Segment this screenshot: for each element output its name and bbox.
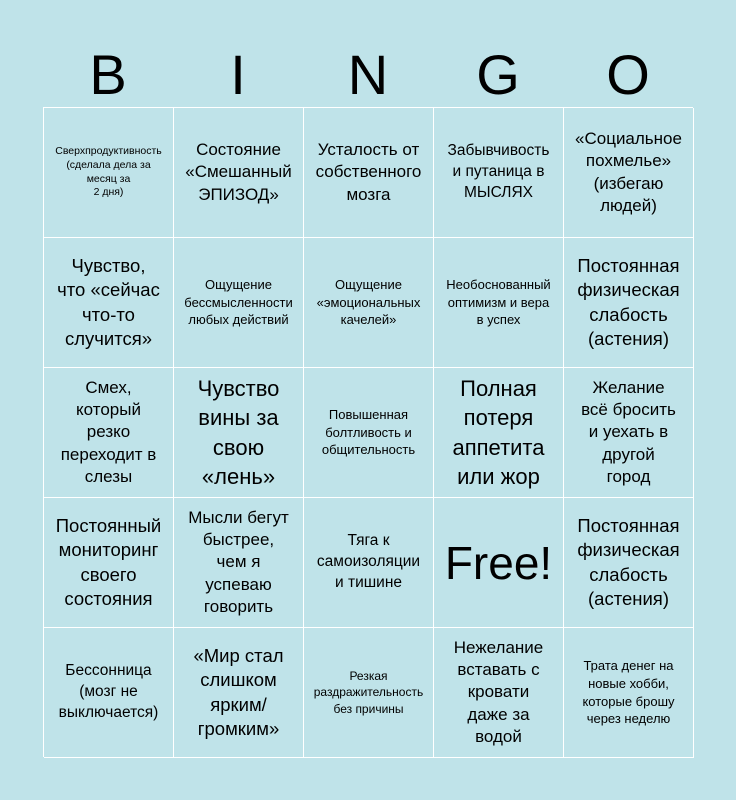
bingo-cell[interactable] [434, 368, 564, 498]
bingo-cell[interactable] [434, 628, 564, 758]
bingo-cell[interactable] [304, 368, 434, 498]
cell-text: Постоянная физическая слабость (астения) [577, 255, 680, 349]
bingo-cell[interactable] [174, 238, 304, 368]
free-cell[interactable] [434, 498, 564, 628]
cell-text: Полная потеря аппетита или жор [452, 376, 545, 489]
cell-text: Нежелание вставать с кровати даже за водой [453, 638, 544, 746]
bingo-cell[interactable] [564, 628, 694, 758]
bingo-cell[interactable] [44, 498, 174, 628]
cell-text: Сверхпродуктивность (сделала дела за месяц за 2 дня) [55, 145, 162, 199]
bingo-cell[interactable] [564, 368, 694, 498]
free-label: Free! [444, 536, 553, 589]
bingo-cell[interactable] [434, 238, 564, 368]
header-letter-n: N [347, 43, 389, 106]
bingo-header [43, 44, 693, 106]
bingo-cell[interactable] [564, 108, 694, 238]
bingo-cell[interactable] [434, 108, 564, 238]
bingo-grid [43, 107, 693, 757]
cell-text: Смех, который резко переходит в слезы [60, 378, 157, 486]
bingo-cell[interactable] [174, 368, 304, 498]
header-letter-g: G [476, 43, 520, 106]
cell-text: «Социальное похмелье» (избегаю людей) [575, 129, 682, 215]
bingo-cell[interactable] [174, 108, 304, 238]
cell-text: Повышенная болтливость и общительность [321, 407, 416, 458]
cell-text: Состояние «Смешанный ЭПИЗОД» [185, 140, 292, 204]
cell-text: Желание всё бросить и уехать в другой город [581, 378, 676, 486]
cell-text: Усталость от собственного мозга [315, 140, 422, 204]
bingo-cell[interactable] [564, 238, 694, 368]
cell-text: Тяга к самоизоляции и тишине [316, 532, 421, 591]
cell-text: Чувство вины за свою «лень» [197, 376, 280, 489]
bingo-cell[interactable] [44, 628, 174, 758]
bingo-cell[interactable] [564, 498, 694, 628]
cell-text: Бессонница (мозг не выключается) [58, 662, 159, 721]
bingo-cell[interactable] [304, 108, 434, 238]
bingo-cell[interactable] [304, 628, 434, 758]
header-letter-b: B [89, 43, 127, 106]
cell-text: Забывчивость и путаница в МЫСЛЯХ [447, 142, 550, 201]
cell-text: Чувство, что «сейчас что-то случится» [57, 255, 160, 349]
bingo-cell[interactable] [44, 108, 174, 238]
cell-text: Постоянная физическая слабость (астения) [577, 515, 680, 609]
header-letter-i: I [230, 43, 246, 106]
bingo-cell[interactable] [44, 368, 174, 498]
bingo-cell[interactable] [304, 498, 434, 628]
header-letter-o: O [606, 43, 650, 106]
cell-text: Необоснованный оптимизм и вера в успех [446, 277, 551, 328]
bingo-cell[interactable] [44, 238, 174, 368]
cell-text: «Мир стал слишком ярким/ громким» [193, 645, 284, 739]
cell-text: Ощущение бессмысленности любых действий [184, 277, 293, 328]
cell-text: Мысли бегут быстрее, чем я успеваю говорить [188, 508, 289, 616]
cell-text: Постоянный мониторинг своего состояния [55, 515, 162, 609]
bingo-cell[interactable] [174, 498, 304, 628]
cell-text: Трата денег на новые хобби, которые брошу через неделю [582, 658, 675, 727]
cell-text: Резкая раздражительность без причины [313, 669, 424, 716]
cell-text: Ощущение «эмоциональных качелей» [316, 277, 421, 328]
bingo-cell[interactable] [304, 238, 434, 368]
bingo-cell[interactable] [174, 628, 304, 758]
